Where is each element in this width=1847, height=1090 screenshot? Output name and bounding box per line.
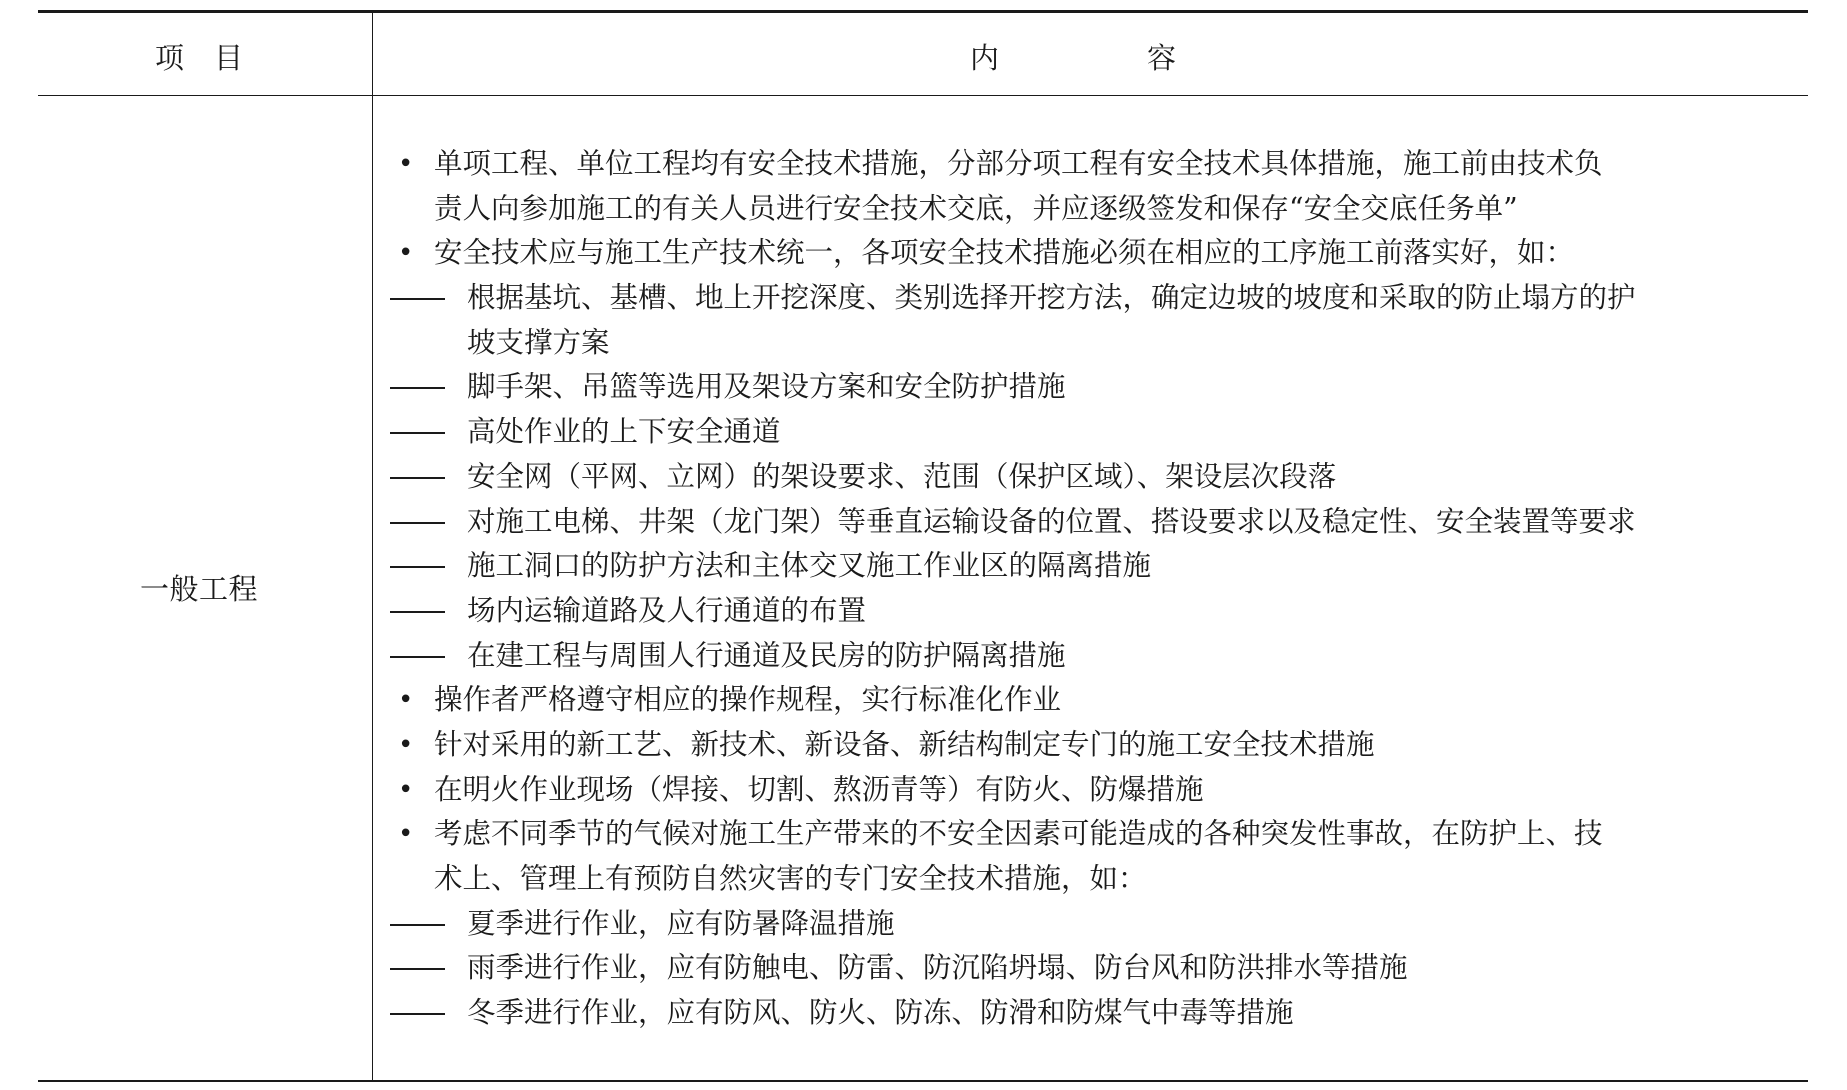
list-item: • 安全技术应与施工生产技术统一，各项安全技术措施必须在相应的工序施工前落实好，如：: [385, 231, 1790, 276]
bullet-icon: •: [398, 149, 414, 179]
list-item: 脚手架、吊篮等选用及架设方案和安全防护措施: [385, 365, 1790, 410]
bullet-icon: •: [398, 774, 414, 805]
table-column-divider: [372, 10, 373, 1081]
dash-icon: [390, 1013, 445, 1015]
list-item: 坡支撑方案: [467, 325, 610, 359]
list-item: • 单项工程、单位工程均有安全技术措施，分部分项工程有安全技术具体措施，施工前由技术负: [385, 142, 1790, 187]
list-item: • 在明火作业现场（焊接、切割、熬沥青等）有防火、防爆措施: [385, 768, 1790, 813]
list-item: 雨季进行作业，应有防触电、防雷、防沉陷坍塌、防台风和防洪排水等措施: [385, 946, 1790, 991]
list-item: 夏季进行作业，应有防暑降温措施: [385, 902, 1790, 947]
table-bottom-rule: [38, 1080, 1808, 1082]
content-cell: [385, 142, 1790, 1036]
dash-icon: [390, 432, 445, 434]
list-item: 在建工程与周围人行通道及民房的防护隔离措施: [385, 634, 1790, 679]
dash-icon: [390, 924, 445, 926]
list-item: • 针对采用的新工艺、新技术、新设备、新结构制定专门的施工安全技术措施: [385, 723, 1790, 768]
list-item: • 操作者严格遵守相应的操作规程，实行标准化作业: [385, 678, 1790, 723]
header-content: 内 容: [970, 41, 1177, 75]
dash-icon: [390, 968, 445, 970]
dash-icon: [390, 611, 445, 613]
list-item: 高处作业的上下安全通道: [385, 410, 1790, 455]
dash-icon: [390, 477, 445, 479]
dash-icon: [390, 656, 445, 658]
table-top-rule: [38, 10, 1808, 13]
list-item: 安全网（平网、立网）的架设要求、范围（保护区域）、架设层次段落: [385, 455, 1790, 500]
list-item: 责人向参加施工的有关人员进行安全技术交底，并应逐级签发和保存“安全交底任务单”: [434, 191, 1518, 225]
bullet-icon: •: [398, 238, 414, 269]
list-item: 根据基坑、基槽、地上开挖深度、类别选择开挖方法，确定边坡的坡度和采取的防止塌方的护: [385, 276, 1790, 321]
dash-icon: [390, 298, 445, 300]
bullet-icon: •: [398, 729, 414, 760]
bullet-icon: •: [398, 685, 414, 716]
list-item: 对施工电梯、井架（龙门架）等垂直运输设备的位置、搭设要求以及稳定性、安全装置等要求: [385, 500, 1790, 545]
list-item: • 考虑不同季节的气候对施工生产带来的不安全因素可能造成的各种突发性事故，在防护上、技: [385, 812, 1790, 857]
list-item: 术上、管理上有预防自然灾害的专门安全技术措施，如：: [434, 862, 1147, 895]
list-item: 冬季进行作业，应有防风、防火、防冻、防滑和防煤气中毒等措施: [385, 991, 1790, 1036]
dash-icon: [390, 566, 445, 568]
bullet-icon: •: [398, 819, 414, 850]
row-label: 一般工程: [140, 572, 259, 606]
table-header-rule: [38, 95, 1808, 96]
dash-icon: [390, 522, 445, 524]
dash-icon: [390, 387, 445, 389]
header-item: 项 目: [155, 41, 244, 75]
list-item: 场内运输道路及人行通道的布置: [385, 589, 1790, 634]
list-item: 施工洞口的防护方法和主体交叉施工作业区的隔离措施: [385, 544, 1790, 589]
